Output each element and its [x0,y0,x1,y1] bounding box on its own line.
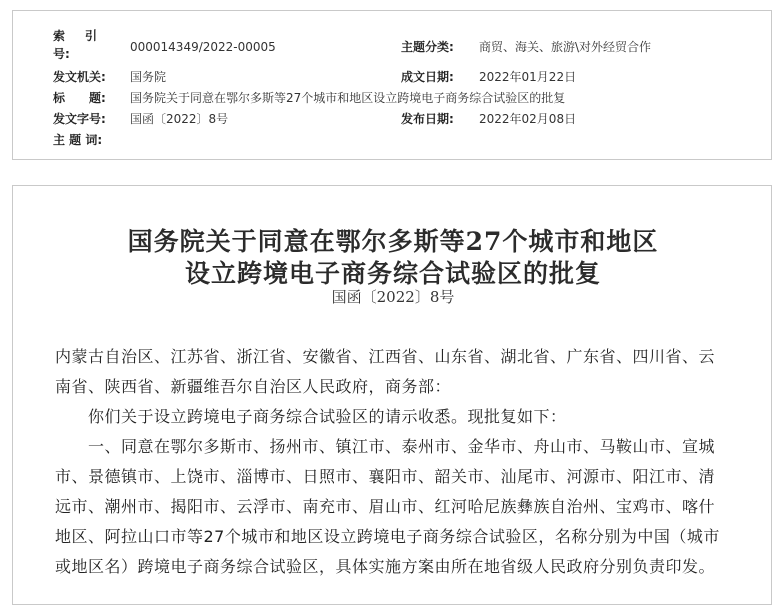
index-label-cont: 号: [53,47,70,61]
publish-value: 2022年02月08日 [479,112,577,126]
body-line: 远市、潮州市、揭阳市、云浮市、南充市、眉山市、红河哈尼族彝族自治州、宝鸡市、喀什 [55,497,716,516]
index-value: 000014349/2022-00005 [130,40,276,54]
document-title-line-2: 设立跨境电子商务综合试验区的批复 [184,259,601,288]
title-label: 标 题: [53,91,106,105]
issuer-label: 发文机关: [53,70,106,84]
body-line: 内蒙古自治区、江苏省、浙江省、安徽省、江西省、山东省、湖北省、广东省、四川省、云 [55,347,716,366]
docno-value: 国函〔2022〕8号 [130,112,229,126]
publish-label: 发布日期: [401,112,454,126]
keywords-label: 主 题 词: [53,133,103,147]
body-line: 市、景德镇市、上饶市、淄博市、日照市、襄阳市、韶关市、汕尾市、河源市、阳江市、清 [55,467,716,486]
body-line: 或地区名）跨境电子商务综合试验区，具体实施方案由所在地省级人民政府分别负责印发。 [55,557,716,576]
body-line: 你们关于设立跨境电子商务综合试验区的请示收悉。现批复如下： [55,407,567,426]
body-line: 一、同意在鄂尔多斯市、扬州市、镇江市、泰州市、金华市、舟山市、马鞍山市、宣城 [55,437,716,456]
body-line: 地区、阿拉山口市等27个城市和地区设立跨境电子商务综合试验区，名称分别为中国（城市 [55,527,720,546]
document-number: 国函〔2022〕8号 [331,288,455,306]
document-body-panel [12,185,772,605]
category-value: 商贸、海关、旅游\对外经贸合作 [479,40,652,54]
date-written-value: 2022年01月22日 [479,70,577,84]
document-title-line-1: 国务院关于同意在鄂尔多斯等27个城市和地区 [127,227,659,256]
issuer-value: 国务院 [130,70,167,84]
docno-label: 发文字号: [53,112,106,126]
body-line: 南省、陕西省、新疆维吾尔自治区人民政府，商务部： [55,377,452,396]
category-label: 主题分类: [401,40,454,54]
document-metadata-panel [12,10,772,160]
title-value: 国务院关于同意在鄂尔多斯等27个城市和地区设立跨境电子商务综合试验区的批复 [130,91,566,105]
date-written-label: 成文日期: [401,70,454,84]
index-label: 索 引 [53,29,102,43]
